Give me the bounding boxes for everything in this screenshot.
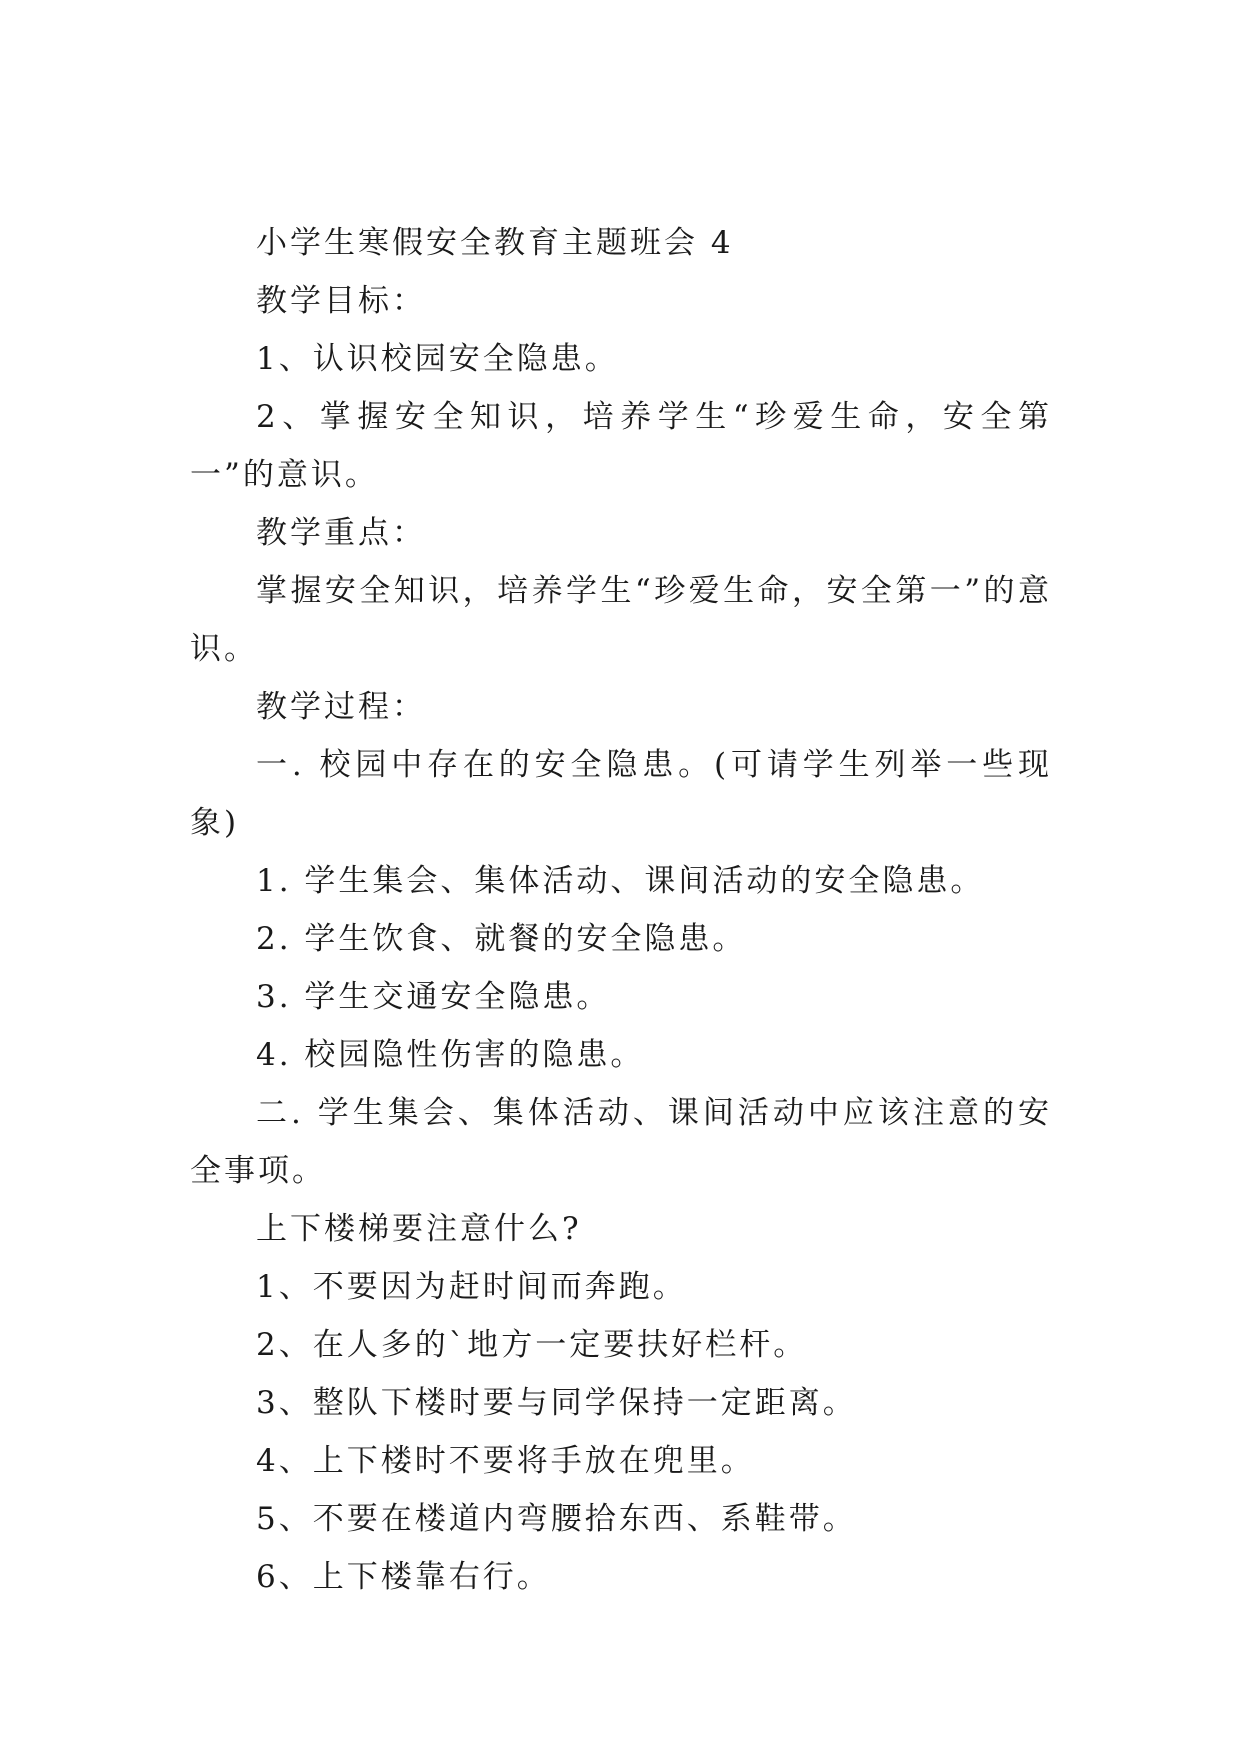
- objective-item: 2、掌握安全知识，培养学生“珍爱生命，安全第一”的意识。: [190, 399, 1052, 493]
- stairs-rule-item: 2、在人多的`地方一定要扶好栏杆。: [256, 1327, 808, 1363]
- stairs-rule-item: 3、整队下楼时要与同学保持一定距离。: [256, 1385, 857, 1421]
- stairs-rule-item: 1、不要因为赶时间而奔跑。: [256, 1269, 687, 1305]
- objective-item: 1、认识校园安全隐患。: [256, 341, 619, 377]
- document-body: [190, 214, 1052, 1606]
- key-point-text: 掌握安全知识，培养学生“珍爱生命，安全第一”的意识。: [190, 573, 1052, 667]
- section-heading-key-points: 教学重点：: [256, 515, 426, 551]
- section-heading-process: 教学过程：: [256, 689, 426, 725]
- hazard-item: 4. 校园隐性伤害的隐患。: [256, 1037, 645, 1073]
- section-heading-objectives: 教学目标：: [256, 283, 426, 319]
- document-title: 小学生寒假安全教育主题班会 4: [256, 225, 734, 261]
- hazard-item: 2. 学生饮食、就餐的安全隐患。: [256, 921, 747, 957]
- hazard-item: 1. 学生集会、集体活动、课间活动的安全隐患。: [256, 863, 985, 899]
- process-section-heading: 二. 学生集会、集体活动、课间活动中应该注意的安全事项。: [190, 1095, 1052, 1189]
- stairs-rule-item: 5、不要在楼道内弯腰拾东西、系鞋带。: [256, 1501, 857, 1537]
- hazard-item: 3. 学生交通安全隐患。: [256, 979, 611, 1015]
- stairs-question: 上下楼梯要注意什么?: [256, 1211, 582, 1247]
- stairs-rule-item: 6、上下楼靠右行。: [256, 1559, 551, 1595]
- stairs-rule-item: 4、上下楼时不要将手放在兜里。: [256, 1443, 755, 1479]
- process-section-heading: 一. 校园中存在的安全隐患。(可请学生列举一些现象): [190, 747, 1052, 841]
